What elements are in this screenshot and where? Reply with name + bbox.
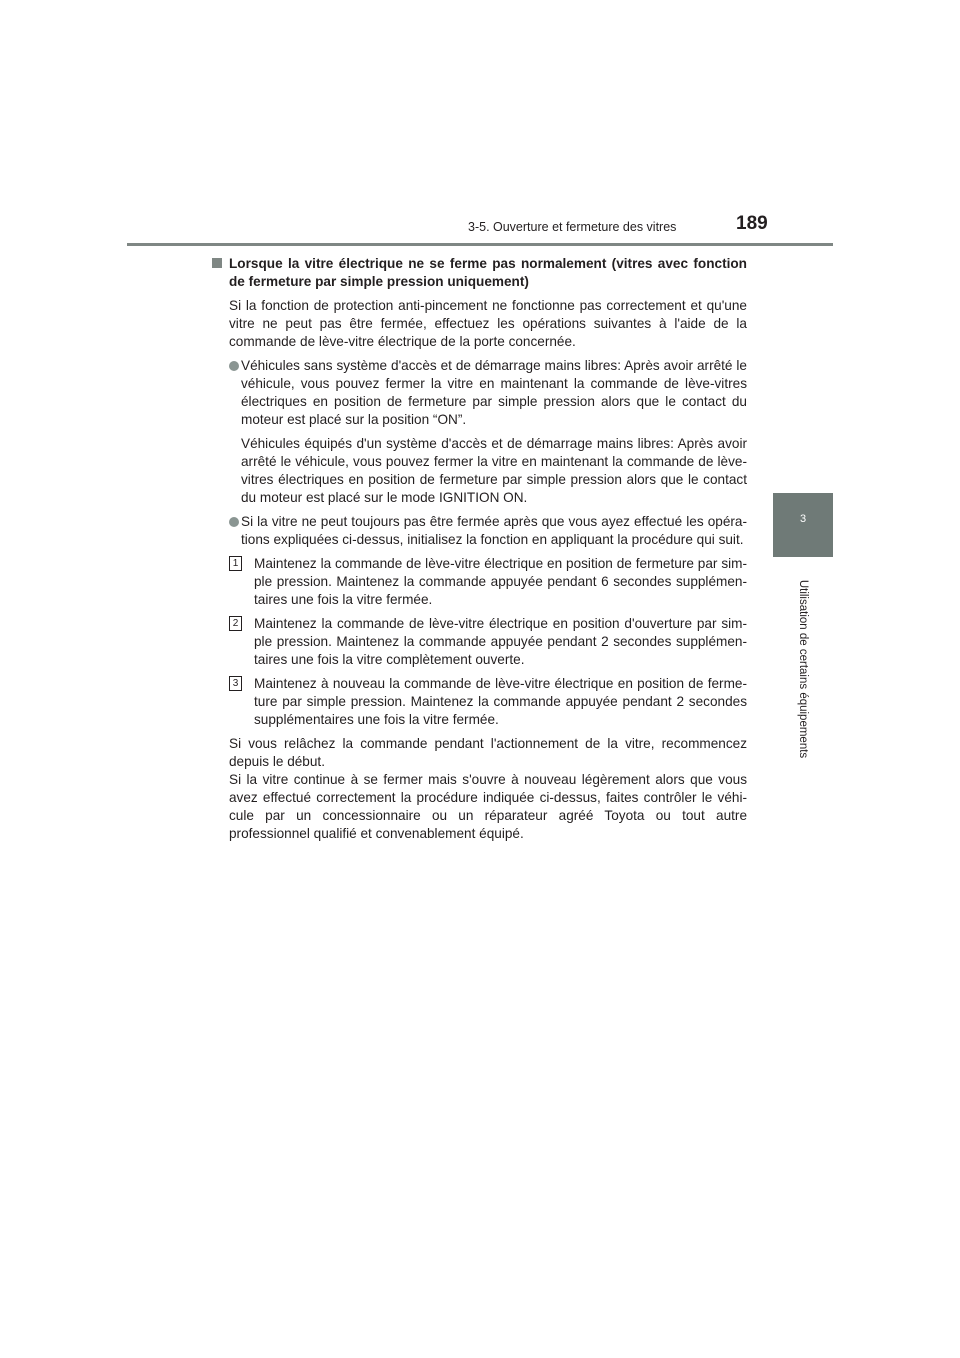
main-content [212,255,747,843]
bullet-text: Véhicules sans système d'accès et de démarrage mains libres: Après avoir arrêté le véhicule, vous pouvez fermer la vitre en maintenant la commande de lève-vitres électriques en position de fermeture par simple pression alors que le contact du moteur est placé sur la position “ON”. [241,358,747,427]
procedure-step [229,675,747,729]
step-number-badge: 2 [229,616,242,631]
section-heading-text: Lorsque la vitre électrique ne se ferme pas normalement (vitres avec fonction de fermeture par simple pression uniquement) [229,256,747,289]
bullet-item [229,513,747,549]
chapter-number: 3 [799,513,807,525]
circle-bullet-icon [229,361,239,371]
step-number-badge: 3 [229,676,242,691]
closing-paragraph: Si vous relâchez la commande pendant l'actionnement de la vitre, recommencez depuis le début. [229,736,747,769]
step-text: Maintenez la commande de lève-vitre électrique en position d'ouverture par sim-ple pression. Maintenez la commande appuyée pendant 2 secondes supplémen-taires une fois la vitre complètement ouverte. [254,616,747,667]
bullet-item [229,357,747,429]
chapter-tab [773,493,833,557]
procedure-step [229,555,747,609]
step-number-badge: 1 [229,556,242,571]
intro-paragraph: Si la fonction de protection anti-pincement ne fonctionne pas correctement et qu'une vitre ne peut pas être fermée, effectuez les opérations suivantes à l'aide de la commande de lève-vitre électrique de la porte concernée. [229,298,747,349]
step-text: Maintenez la commande de lève-vitre électrique en position de fermeture par sim-ple pression. Maintenez la commande appuyée pendant 6 secondes supplémen-taires une fois la vitre fermée. [254,556,747,607]
page-number: 189 [736,213,768,234]
bullet-text: Si la vitre ne peut toujours pas être fermée après que vous ayez effectué les opéra-tions expliquées ci-dessus, initialisez la fonction en appliquant la procédure qui suit. [241,514,747,547]
square-bullet-icon [212,258,222,268]
section-heading [212,255,747,291]
bullet-subparagraph: Véhicules équipés d'un système d'accès et de démarrage mains libres: Après avoir arrêté le véhicule, vous pouvez fermer la vitre en maintenant la commande de lève-vitres électriques en position de fermeture par simple pression alors que le contact du moteur est placé sur le mode IGNITION ON. [241,436,747,505]
chapter-label [793,566,813,771]
header-divider [127,243,833,246]
step-text: Maintenez à nouveau la commande de lève-vitre électrique en position de ferme-ture par simple pression. Maintenez la commande appuyée pendant 2 secondes supplémentaires une fois la vitre fermée. [254,676,747,727]
chapter-title: Utilisation de certains équipements [797,579,809,758]
section-header: 3-5. Ouverture et fermeture des vitres [468,220,677,234]
procedure-step [229,615,747,669]
circle-bullet-icon [229,517,239,527]
closing-paragraph: Si la vitre continue à se fermer mais s'ouvre à nouveau légèrement alors que vous avez effectué correctement la procédure indiquée ci-dessus, faites contrôler le véhi-cule par un concessionnaire ou un réparateur agréé Toyota ou tout autre professionnel qualifié et convenablement équipé. [229,772,747,841]
